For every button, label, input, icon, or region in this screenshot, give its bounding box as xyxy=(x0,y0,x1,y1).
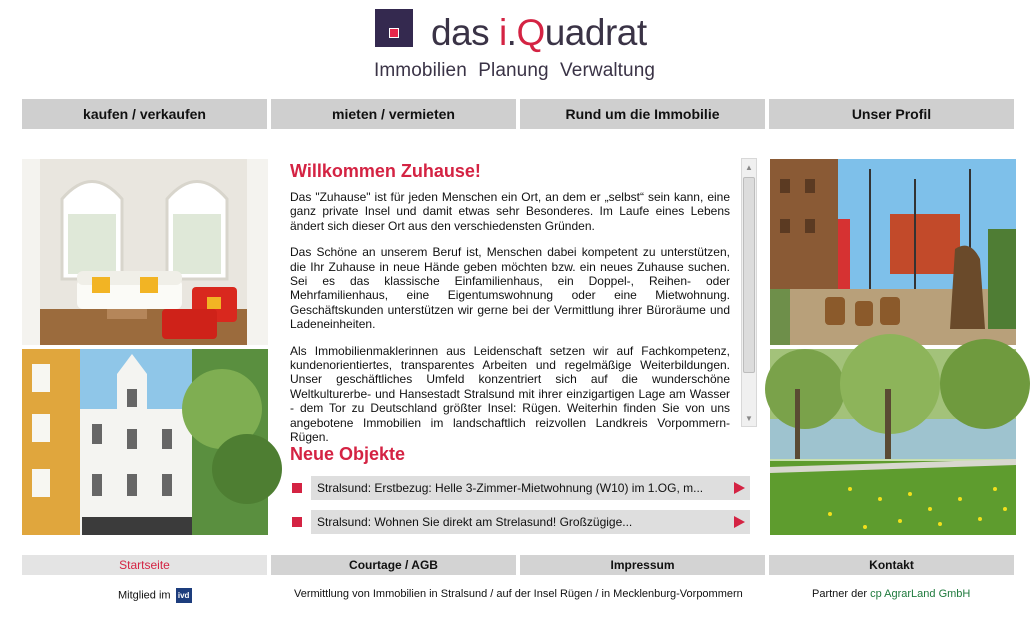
play-arrow-icon[interactable] xyxy=(734,482,745,494)
welcome-paragraph: Das Schöne an unserem Beruf ist, Menschen dabei kompetent zu unterstützen, die Ihr Zuhause in neue Hände geben möchten bzw. ein neues Zuhause suchen. Sei es das klassische Einfamilienhaus, ein Doppel-, Reihen- oder Mehrfamilienhaus, eine Eigentumswohnung oder eine Mietwohnung. Geschäftskunden unterstützen wir gerne bei der Vermittlung ihrer Büroräume und Ladeneinheiten. xyxy=(290,245,730,332)
welcome-text[interactable] xyxy=(290,190,730,445)
welcome-title: Willkommen Zuhause! xyxy=(290,161,481,181)
main-navigation xyxy=(22,99,1014,129)
facade-photo xyxy=(22,349,268,535)
main-content xyxy=(290,158,756,543)
welcome-paragraph: Das "Zuhause" ist für jeden Menschen ein Ort, an dem er „selbst“ sein kann, eine ganz private Insel und damit etwas sehr Besonderes. Im Laufe eines Lebens ändert sich dieser Ort aus den verschiedensten Gründen. xyxy=(290,190,730,233)
welcome-scrollbar[interactable] xyxy=(741,158,757,427)
scroll-down-icon[interactable]: ▼ xyxy=(745,413,753,423)
footer-tagline: Vermittlung von Immobilien in Stralsund / auf der Insel Rügen / in Mecklenburg-Vorpommern xyxy=(294,588,743,600)
nav-unser-profil[interactable]: Unser Profil xyxy=(769,99,1014,129)
object-link[interactable]: Stralsund: Wohnen Sie direkt am Strelasund! Großzügige... xyxy=(311,510,750,534)
welcome-paragraph: Als Immobilienmaklerinnen aus Leidenschaft setzen wir auf Fachkompetenz, kundenorientiertes, transparentes Arbeiten und regelmäßige Weiterbildungen. Unser geschäftliches Umfeld konzentriert sich auf die wunderschöne Weltkulturerbe- und Hansestadt Stralsund mit ihrer einzigartigen Lage am Wasser - dem Tor zu Deutschland größter Insel: Rügen. Weiterhin finden Sie von uns angebotene Immobilien im landschaftlich reizvollen Landkreis Vorpommern-Rügen. xyxy=(290,343,730,445)
square-bullet-icon xyxy=(292,483,302,493)
ivd-logo-icon[interactable]: ivd xyxy=(176,588,192,603)
logo-square-icon xyxy=(375,9,413,47)
nav-startseite[interactable]: Startseite xyxy=(22,555,267,575)
nav-courtage-agb[interactable]: Courtage / AGB xyxy=(271,555,516,575)
site-logo[interactable] xyxy=(375,9,675,84)
partner-link[interactable]: cp AgrarLand GmbH xyxy=(870,588,971,600)
scroll-up-icon[interactable]: ▲ xyxy=(745,162,753,172)
object-link[interactable]: Stralsund: Erstbezug: Helle 3-Zimmer-Mietwohnung (W10) im 1.OG, m... xyxy=(311,476,750,500)
footer-navigation xyxy=(22,555,1014,575)
nav-impressum[interactable]: Impressum xyxy=(520,555,765,575)
scrollbar-thumb[interactable] xyxy=(743,177,755,373)
park-photo xyxy=(770,349,1016,535)
play-arrow-icon[interactable] xyxy=(734,516,745,528)
nav-kaufen-verkaufen[interactable]: kaufen / verkaufen xyxy=(22,99,267,129)
living-room-photo xyxy=(22,159,268,345)
nav-mieten-vermieten[interactable]: mieten / vermieten xyxy=(271,99,516,129)
logo-tagline: Immobilien Planung Verwaltung xyxy=(374,60,656,81)
nav-kontakt[interactable]: Kontakt xyxy=(769,555,1014,575)
logo-name: das i.Quadrat xyxy=(431,12,647,53)
partner-info: Partner der cp AgrarLand GmbH xyxy=(812,588,971,600)
object-item xyxy=(290,510,750,534)
object-item xyxy=(290,476,750,500)
nav-rund-um-die-immobilie[interactable]: Rund um die Immobilie xyxy=(520,99,765,129)
harbour-photo xyxy=(770,159,1016,345)
member-info: Mitglied im ivd xyxy=(118,588,192,603)
new-objects-title: Neue Objekte xyxy=(290,444,406,464)
square-bullet-icon xyxy=(292,517,302,527)
